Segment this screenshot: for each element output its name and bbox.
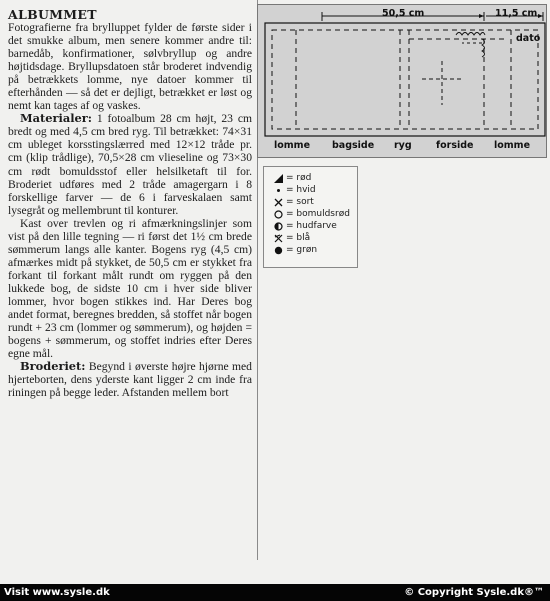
legend-item: = hvid <box>272 184 357 196</box>
cross-slash-icon <box>272 234 284 243</box>
legend-item: = hudfarve <box>272 220 357 232</box>
legend-item: = grøn <box>272 244 357 256</box>
half-circle-icon <box>272 222 284 231</box>
materials-label: Materialer: <box>20 111 92 126</box>
seam-line <box>272 30 541 129</box>
article-column <box>0 0 256 568</box>
broderiet-text: Begynd i øverste højre hjørne med hjerteborten, dens yderste kant ligger 2 cm inde fra riningen på begge leder. Afstanden mellem bort <box>8 360 252 400</box>
footer-copyright: © Copyright Sysle.dk®™ <box>404 587 544 598</box>
color-legend <box>263 166 358 268</box>
broderiet-paragraph <box>8 360 252 399</box>
label-forside: forside <box>436 140 474 151</box>
fabric-outline <box>265 23 545 136</box>
dot-icon <box>272 186 284 195</box>
legend-item: = blå <box>272 232 357 244</box>
label-lomme-right: lomme <box>494 140 531 151</box>
label-ryg: ryg <box>394 140 412 151</box>
footer-bar <box>0 584 550 601</box>
label-lomme-left: lomme <box>274 140 311 151</box>
footer-visit-link[interactable]: Visit www.sysle.dk <box>4 587 110 598</box>
filled-circle-icon <box>272 246 284 255</box>
cross-icon <box>272 198 284 207</box>
dimension-side-label: 11,5 cm <box>495 8 538 19</box>
diagram-drawing <box>258 5 548 159</box>
cover-diagram <box>257 4 547 158</box>
legend-item: = bomuldsrød <box>272 208 357 220</box>
marking-paragraph: Kast over trevlen og ri afmærkningslinjer som vist på den lille tegning — ri først det 1½ cm brede sømmerum langs alle kanter. Bogens ryg (4,5 cm) afmærkes midt på stykket, de 50,5 cm er stykket fra forkant til forkant målt rundt om ryggen på den lukkede bog, de sidste 10 cm i hver side bliver lommer, hvor bogen stikkes ind. Har Deres bog andet format, beregnes bredden, så stoffet når bogen rundt + 23 cm (lommer og sømmerum), og højden = bogens + sømmerum, og stoffet indries efter Deres egne mål. <box>8 216 252 361</box>
dato-label: dato <box>516 33 541 44</box>
label-bagside: bagside <box>332 140 375 151</box>
article-title: ALBUMMET <box>8 7 97 22</box>
dimension-main-label: 50,5 cm <box>382 8 425 19</box>
legend-item: = sort <box>272 196 357 208</box>
materials-paragraph <box>8 112 252 216</box>
broderiet-label: Broderiet: <box>20 359 86 374</box>
legend-item: = rød <box>272 172 357 184</box>
heart-border-icon <box>456 33 485 58</box>
circle-icon <box>272 210 284 219</box>
triangle-icon <box>272 174 284 183</box>
materials-text: 1 fotoalbum 28 cm højt, 23 cm bredt og med 4,5 cm bred ryg. Til betrækket: 74×31 cm ubleget korsstingslærred med 12×12 tråde pr. cm (klip trådlige), 70,5×28 cm vlieseline og 73×30 cm rødt bomuldsstof eller helsilketaft til for. Broderiet udføres med 2 tråde amagergarn i 8 forskellige farver — de 6 i farveskalaen samt lysegråt og mellembrunt til konturer. <box>8 112 252 217</box>
intro-paragraph: Fotografierne fra brylluppet fylder de første sider i det smukke album, men senere kommer andre til: barnedåb, konfirmationer, sølvbryllup og andre højtidsdage. Bryllupsdatoen står broderet indvendig på betrækkets lomme, nye datoer kommer til efterhånden — så det er dejligt, betrækket er løst og nemt kan tages af og vaskes. <box>8 21 252 113</box>
